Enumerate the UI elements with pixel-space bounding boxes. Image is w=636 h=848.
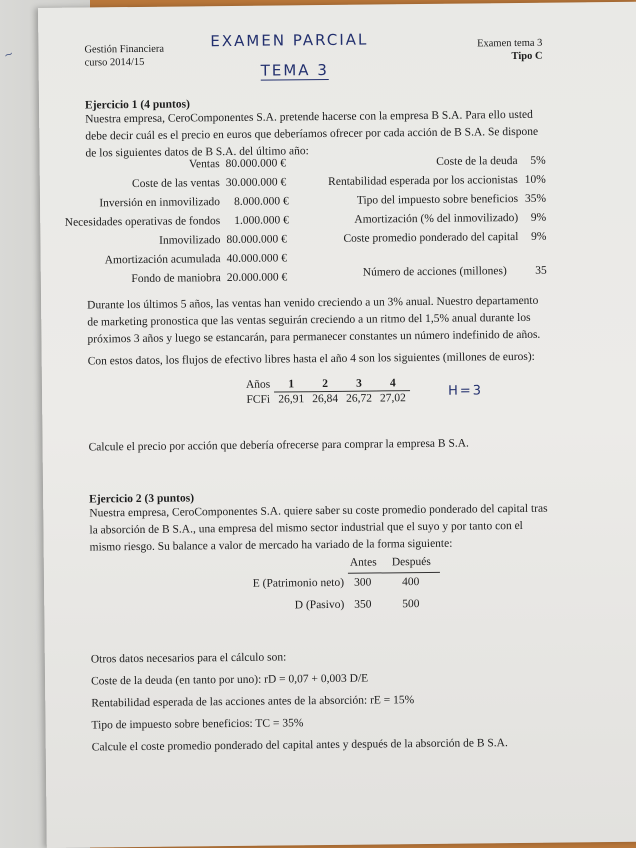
right-label: Rentabilidad esperada por los accionistas [328, 173, 518, 188]
header-right [470, 37, 542, 64]
fcf-table [242, 376, 410, 407]
fcf-row-label: FCFi [246, 393, 271, 406]
balance-label: D (Pasivo) [294, 598, 345, 612]
ej1-paragraph-line: Durante los últimos 5 años, las ventas han venido creciendo a un 3% anual. Nuestro departamento [87, 294, 539, 312]
col-despues: Después [391, 555, 431, 569]
handwritten-subtitle: TEMA 3 [260, 60, 329, 80]
ej1-paragraph-line: próximos 3 años y luego se estancarán, para permanecer constantes un número indefinido de años. [87, 328, 541, 346]
right-value: 9% [531, 230, 547, 243]
left-label: Fondo de maniobra [131, 272, 221, 286]
ej2-intro-line: mismo riesgo. Su balance a valor de mercado ha variado de la forma siguiente: [89, 537, 453, 554]
left-label: Necesidades operativas de fondos [64, 215, 221, 229]
right-value: 9% [530, 211, 547, 224]
fcf-value: 26,84 [308, 391, 342, 406]
left-label: Amortización acumulada [104, 253, 221, 267]
left-value: 8.000.000 € [233, 195, 289, 208]
fcf-value: 26,72 [342, 391, 376, 406]
tax-line: Tipo de impuesto sobre beneficios: TC = 35% [91, 717, 304, 732]
ej2-intro-line: la absorción de B S.A., una empresa del mismo sector industrial que el suyo y por tanto con el [89, 519, 523, 537]
left-label: Inversión en inmovilizado [99, 196, 221, 210]
right-value: 35% [524, 192, 547, 205]
shares-value: 35 [535, 264, 547, 277]
col-antes: Antes [349, 556, 377, 569]
table-rule [348, 572, 440, 574]
fcf-year: 2 [322, 377, 328, 391]
ej1-paragraph-line: de marketing pronostica que las ventas seguirán creciendo a un ritmo del 1,5% anual durante los [87, 311, 531, 329]
left-value: 80.000.000 € [225, 157, 287, 171]
right-value: 10% [524, 173, 546, 186]
ej2-heading: Ejercicio 2 (3 puntos) [89, 492, 195, 506]
other-data: Otros datos necesarios para el cálculo son: [90, 651, 287, 666]
left-value: 40.000.000 € [226, 252, 288, 266]
fcf-value: 26,91 [274, 392, 308, 407]
left-label: Inmovilizado [159, 234, 221, 247]
ej2-intro-line: Nuestra empresa, CeroComponentes S.A. quiere saber su coste promedio ponderado del capital tras [89, 502, 548, 520]
ej1-intro-line: de los siguientes datos de B S.A. del último año: [85, 145, 309, 160]
ej1-intro-line: debe decir cuál es el precio en euros que deberíamos ofrecer por cada acción de B S.A. Se dispone [85, 125, 539, 143]
ej2-intro [89, 501, 560, 557]
ej1-fcf-intro: Con estos datos, los flujos de efectivo libres hasta el año 4 son los siguientes (millones de euros): [87, 350, 535, 368]
course-year: curso 2014/15 [84, 56, 145, 69]
balance-table [224, 556, 435, 618]
handwritten-note: H=3 [447, 383, 484, 399]
ej2-question: Calcule el coste promedio ponderado del capital antes y después de la absorción de B S.A. [91, 737, 508, 754]
balance-label: E (Patrimonio neto) [252, 576, 345, 590]
exam-name: Examen tema 3 [477, 37, 543, 50]
right-label: Tipo del impuesto sobre beneficios [356, 192, 519, 207]
right-label: Coste de la deuda [436, 154, 518, 168]
right-label: Coste promedio ponderado del capital [343, 230, 519, 245]
course-name: Gestión Financiera [84, 43, 165, 56]
left-label: Ventas [188, 158, 220, 171]
ej1-intro-line: Nuestra empresa, CeroComponentes S.A. pretende hacerse con la empresa B S.A. Para ello usted [85, 108, 533, 126]
equity-return-line: Rentabilidad esperada de las acciones antes de la absorción: rE = 15% [91, 694, 415, 710]
left-label: Coste de las ventas [131, 177, 220, 191]
header-left [84, 43, 164, 70]
fcf-year: 3 [355, 377, 362, 390]
fcf-row-label: Años [245, 378, 271, 392]
right-value: 5% [530, 154, 546, 167]
ej1-intro [85, 107, 546, 163]
fcf-year: 4 [389, 377, 396, 390]
handwritten-title: EXAMEN PARCIAL [210, 30, 369, 51]
left-value: 1.000.000 € [234, 214, 289, 227]
balance-antes: 350 [354, 598, 372, 611]
left-value: 20.000.000 € [226, 271, 288, 285]
balance-despues: 500 [402, 598, 420, 611]
debt-cost-line: Coste de la deuda (en tanto por uno): rD = 0,07 + 0,003 D/E [90, 672, 369, 688]
left-value: 80.000.000 € [226, 233, 287, 247]
ej1-paragraph [87, 293, 558, 349]
left-value: 30.000.000 € [225, 176, 287, 190]
fcf-value: 27,02 [376, 391, 410, 406]
right-label: Amortización (% del inmovilizado) [354, 211, 519, 226]
balance-despues: 400 [401, 576, 420, 589]
fcf-year: 1 [288, 378, 295, 391]
margin-scribble: ~ [2, 46, 16, 63]
exam-sheet [38, 2, 636, 848]
ej1-question: Calcule el precio por acción que debería ofrecerse para comprar la empresa B S.A. [88, 437, 469, 454]
balance-antes: 300 [353, 576, 372, 589]
shares-label: Número de acciones (millones) [362, 265, 507, 279]
exam-type: Tipo C [511, 50, 543, 63]
ej1-heading: Ejercicio 1 (4 puntos) [84, 98, 190, 112]
